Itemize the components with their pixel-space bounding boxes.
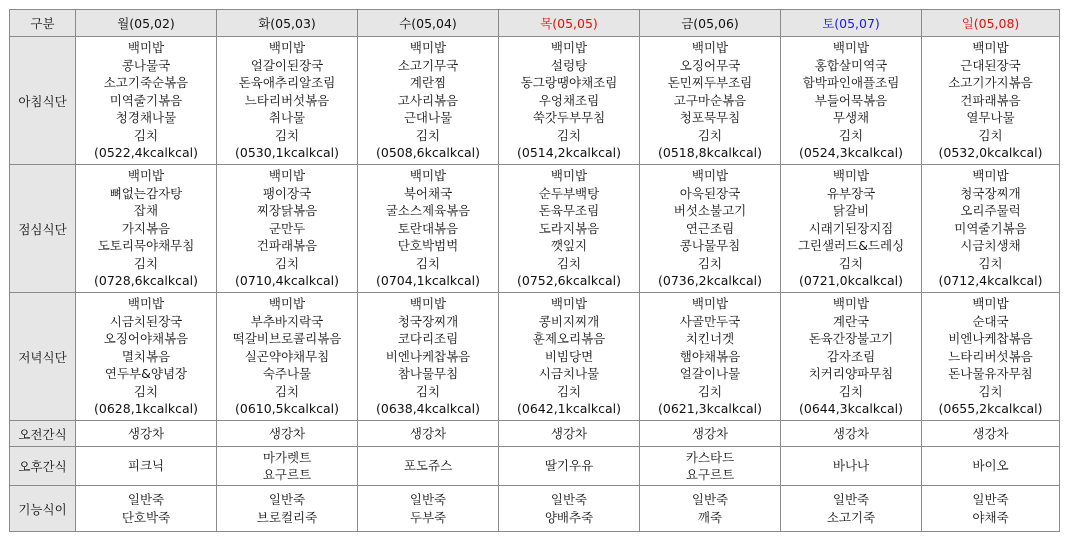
menu-item: 비엔나케찹볶음 (948, 331, 1033, 347)
menu-item: 순대국 (972, 313, 1009, 329)
menu-item: 햄야채볶음 (679, 348, 741, 364)
menu-item: 돈나물유자무침 (948, 366, 1033, 382)
menu-item: 김치 (697, 127, 723, 143)
meal-label: 저녁식단 (10, 293, 76, 421)
menu-item: 일반죽 (127, 492, 165, 507)
menu-item: 브로컬리죽 (256, 509, 318, 525)
menu-cell (781, 421, 922, 447)
menu-item: 백미밥 (268, 296, 306, 312)
menu-item: 시금치나물 (538, 366, 600, 382)
menu-item: 백미밥 (691, 296, 729, 312)
menu-item: 그린샐러드&드레싱 (797, 238, 905, 254)
menu-item: 고사리볶음 (397, 92, 459, 108)
menu-cell (358, 293, 499, 421)
menu-item: 동그랑땡야채조림 (520, 75, 618, 91)
menu-item: 소고기죽순볶음 (103, 75, 189, 91)
menu-item: 가지볶음 (121, 220, 171, 236)
menu-cell (76, 447, 217, 486)
menu-item: 취나물 (268, 110, 306, 126)
menu-item: 시금치된장국 (109, 313, 183, 329)
menu-item: 요구르트 (262, 467, 312, 482)
menu-cell (76, 293, 217, 421)
day-header: 금(05,06) (640, 10, 781, 37)
menu-item: 요구르트 (685, 467, 735, 482)
menu-item: 생강차 (832, 425, 870, 441)
menu-item: 김치 (697, 255, 723, 271)
menu-item: (0736,2kcalkcal) (658, 273, 762, 289)
menu-item: (0638,4kcalkcal) (376, 401, 480, 417)
menu-item: (0524,3kcalkcal) (799, 145, 903, 161)
menu-item: 생강차 (550, 425, 588, 441)
menu-item: (0644,3kcalkcal) (799, 401, 903, 417)
menu-item: 오리주물럭 (960, 203, 1021, 219)
menu-item: (0655,2kcalkcal) (938, 401, 1043, 417)
menu-item: 백미밥 (832, 296, 870, 312)
menu-item: 돈민찌두부조림 (667, 75, 753, 91)
menu-cell (781, 165, 922, 293)
menu-item: 무생채 (832, 110, 870, 126)
menu-item: 군만두 (268, 220, 306, 236)
breakfast-row (10, 37, 1060, 165)
menu-cell (640, 165, 781, 293)
weekly-menu-table (9, 9, 1060, 532)
day-header: 화(05,03) (217, 10, 358, 37)
meal-label: 점심식단 (10, 165, 76, 293)
menu-item: 청경채나물 (115, 110, 177, 126)
menu-cell (499, 293, 640, 421)
menu-item: 김치 (274, 255, 300, 271)
menu-item: 함박파인애플조림 (802, 75, 900, 91)
menu-item: 유부장국 (826, 185, 876, 201)
menu-item: (0628,1kcalkcal) (94, 401, 198, 417)
menu-item: 아욱된장국 (679, 185, 741, 201)
menu-item: 돈육간장불고기 (808, 331, 894, 347)
menu-item: 백미밥 (127, 168, 165, 184)
menu-item: 깻잎지 (550, 238, 588, 254)
menu-cell (217, 37, 358, 165)
menu-cell (76, 486, 217, 532)
menu-item: 도토리묵야채무침 (97, 238, 195, 254)
menu-item: 백미밥 (409, 168, 447, 184)
menu-item: 근대나물 (403, 110, 453, 126)
menu-item: 김치 (556, 127, 582, 143)
menu-cell (922, 165, 1060, 293)
menu-item: 미역줄기볶음 (954, 220, 1027, 236)
menu-item: 김치 (274, 127, 300, 143)
menu-cell (922, 421, 1060, 447)
menu-item: 콩나물무침 (679, 238, 741, 254)
menu-cell (781, 447, 922, 486)
meal-label: 아침식단 (10, 37, 76, 165)
menu-cell (922, 37, 1060, 165)
menu-item: 일반죽 (832, 492, 870, 507)
menu-item: 백미밥 (550, 168, 588, 184)
menu-item: (0710,4kcalkcal) (235, 273, 339, 289)
menu-cell (781, 486, 922, 532)
menu-item: 딸기우유 (544, 458, 594, 474)
menu-item: 백미밥 (832, 168, 870, 184)
menu-cell (217, 447, 358, 486)
menu-cell (922, 293, 1060, 421)
menu-cell (76, 421, 217, 447)
menu-item: 김치 (133, 127, 159, 143)
menu-item: 소고기무국 (397, 57, 459, 73)
menu-item: (0752,6kcalkcal) (517, 273, 621, 289)
menu-item: 바이오 (972, 458, 1009, 474)
menu-item: 김치 (697, 383, 723, 399)
menu-item: 굴소스제육볶음 (385, 203, 471, 219)
menu-cell (358, 37, 499, 165)
menu-cell (217, 486, 358, 532)
menu-item: 백미밥 (268, 40, 306, 56)
menu-item: 일반죽 (409, 492, 447, 507)
menu-item: 백미밥 (972, 40, 1009, 56)
menu-item: 생강차 (268, 425, 306, 441)
menu-item: 얼갈이된장국 (250, 57, 324, 73)
menu-item: 백미밥 (832, 40, 870, 56)
menu-cell (499, 37, 640, 165)
menu-cell (640, 293, 781, 421)
menu-item: 김치 (838, 127, 864, 143)
menu-item: 생강차 (691, 425, 729, 441)
menu-item: 토란대볶음 (397, 220, 459, 236)
menu-item: 계란국 (832, 313, 870, 329)
menu-item: 양배추죽 (544, 509, 594, 525)
menu-item: 야채죽 (972, 509, 1009, 525)
menu-cell (640, 447, 781, 486)
menu-item: 쑥갓두부무침 (532, 110, 606, 126)
meal-label: 오후간식 (10, 447, 76, 486)
menu-item: 단호박죽 (121, 509, 171, 525)
menu-item: 백미밥 (550, 296, 588, 312)
menu-cell (922, 447, 1060, 486)
menu-item: 훈제오리볶음 (532, 331, 606, 347)
menu-item: 버섯소불고기 (673, 203, 747, 219)
menu-item: 생강차 (972, 425, 1009, 441)
menu-item: 계란찜 (409, 75, 447, 91)
menu-item: (0518,8kcalkcal) (658, 145, 762, 161)
menu-item: 청국장찌개 (397, 313, 459, 329)
menu-item: 두부죽 (409, 509, 447, 525)
menu-item: 느타리버섯볶음 (948, 348, 1033, 364)
day-header: 일(05,08) (922, 10, 1060, 37)
menu-item: 소고기죽 (826, 509, 876, 525)
menu-item: (0704,1kcalkcal) (376, 273, 480, 289)
menu-item: 비빔당면 (544, 348, 594, 364)
menu-cell (76, 37, 217, 165)
lunch-row (10, 165, 1060, 293)
menu-item: 마가렛트 (262, 449, 312, 465)
menu-item: 단호박범벅 (397, 238, 459, 254)
menu-item: 백미밥 (409, 296, 447, 312)
menu-item: 코다리조림 (397, 331, 459, 347)
menu-item: 김치 (133, 255, 159, 271)
dinner-row (10, 293, 1060, 421)
am-snack-row (10, 421, 1060, 447)
menu-item: 비엔나케찹볶음 (385, 348, 471, 364)
menu-item: 우엉채조림 (538, 92, 600, 108)
menu-item: 뼈없는감자탕 (109, 185, 183, 201)
menu-cell (358, 486, 499, 532)
menu-item: 설렁탕 (550, 57, 588, 73)
menu-item: 일반죽 (972, 492, 1009, 507)
menu-item: 얼갈이나물 (679, 366, 741, 382)
day-header: 월(05,02) (76, 10, 217, 37)
menu-item: 김치 (978, 255, 1003, 271)
day-header: 목(05,05) (499, 10, 640, 37)
menu-item: (0642,1kcalkcal) (517, 401, 621, 417)
menu-item: 백미밥 (127, 40, 165, 56)
menu-item: 홍합살미역국 (814, 57, 888, 73)
menu-item: 사골만두국 (679, 313, 741, 329)
menu-item: (0621,3kcalkcal) (658, 401, 762, 417)
menu-item: 김치 (415, 127, 441, 143)
menu-item: 김치 (838, 383, 864, 399)
menu-item: 김치 (838, 255, 864, 271)
menu-item: 연근조림 (685, 220, 735, 236)
menu-item: 찌장닭볶음 (256, 203, 318, 219)
menu-item: 청포묵무침 (679, 110, 741, 126)
menu-item: 김치 (415, 255, 441, 271)
menu-item: 멸치볶음 (121, 348, 171, 364)
menu-item: 백미밥 (409, 40, 447, 56)
menu-item: 팽이장국 (262, 185, 312, 201)
menu-item: 오징어무국 (679, 57, 741, 73)
menu-item: (0508,6kcalkcal) (376, 145, 480, 161)
menu-item: (0532,0kcalkcal) (938, 145, 1043, 161)
menu-item: 시래기된장지짐 (808, 220, 894, 236)
menu-item: 도라지볶음 (538, 220, 600, 236)
menu-item: 떡갈비브로콜리볶음 (232, 331, 342, 347)
menu-item: 순두부백탕 (538, 185, 600, 201)
menu-cell (922, 486, 1060, 532)
menu-item: 열무나물 (966, 110, 1015, 126)
menu-item: 연두부&양념장 (104, 366, 188, 382)
menu-item: 참나물무침 (397, 366, 459, 382)
menu-cell (358, 447, 499, 486)
menu-item: 근대된장국 (960, 57, 1021, 73)
meal-label: 기능식이 (10, 486, 76, 532)
menu-cell (217, 421, 358, 447)
menu-item: 카스타드 (685, 449, 735, 465)
menu-item: 바나나 (832, 458, 870, 474)
menu-item: 닭갈비 (832, 203, 870, 219)
menu-item: 부들어묵볶음 (814, 92, 888, 108)
menu-item: 시금치생채 (960, 238, 1021, 254)
menu-item: 백미밥 (550, 40, 588, 56)
menu-cell (640, 486, 781, 532)
menu-item: 숙주나물 (262, 366, 312, 382)
menu-item: 일반죽 (691, 492, 729, 507)
menu-item: 청국장찌개 (960, 185, 1021, 201)
menu-item: 생강차 (127, 425, 165, 441)
menu-cell (217, 165, 358, 293)
menu-item: 김치 (556, 255, 582, 271)
header-row (10, 10, 1060, 37)
menu-item: 백미밥 (972, 296, 1009, 312)
meal-label: 오전간식 (10, 421, 76, 447)
menu-cell (499, 486, 640, 532)
day-header: 수(05,04) (358, 10, 499, 37)
menu-cell (640, 421, 781, 447)
menu-item: (0728,6kcalkcal) (94, 273, 198, 289)
menu-item: 깨죽 (697, 509, 723, 525)
menu-item: 북어채국 (403, 185, 453, 201)
menu-item: 백미밥 (691, 168, 729, 184)
menu-item: (0530,1kcalkcal) (235, 145, 339, 161)
menu-cell (358, 421, 499, 447)
menu-item: 생강차 (409, 425, 447, 441)
menu-item: 건파래볶음 (256, 238, 318, 254)
menu-cell (499, 421, 640, 447)
menu-item: 치커리양파무침 (808, 366, 894, 382)
menu-item: 고구마순볶음 (673, 92, 747, 108)
menu-item: 김치 (978, 127, 1003, 143)
menu-item: 느타리버섯볶음 (244, 92, 330, 108)
menu-item: (0712,4kcalkcal) (938, 273, 1043, 289)
menu-item: 김치 (133, 383, 159, 399)
menu-item: 부추바지락국 (250, 313, 324, 329)
menu-item: 일반죽 (550, 492, 588, 507)
menu-item: 백미밥 (972, 168, 1009, 184)
menu-item: 미역줄기볶음 (109, 92, 183, 108)
menu-item: 건파래볶음 (960, 92, 1021, 108)
menu-item: 김치 (556, 383, 582, 399)
menu-cell (217, 293, 358, 421)
menu-item: 포도쥬스 (403, 458, 453, 474)
menu-item: 감자조림 (826, 348, 876, 364)
menu-item: 피크닉 (127, 458, 165, 474)
menu-cell (76, 165, 217, 293)
menu-item: 김치 (415, 383, 441, 399)
menu-item: 백미밥 (127, 296, 165, 312)
corner-header: 구분 (10, 10, 76, 37)
functional-row (10, 486, 1060, 532)
menu-item: 김치 (274, 383, 300, 399)
menu-item: 치킨너겟 (685, 331, 735, 347)
menu-item: (0514,2kcalkcal) (517, 145, 621, 161)
menu-item: 돈육무조림 (538, 203, 600, 219)
menu-cell (358, 165, 499, 293)
menu-item: 백미밥 (268, 168, 306, 184)
menu-item: 돈육애추리알조림 (238, 75, 336, 91)
menu-item: 실곤약야채무침 (244, 348, 330, 364)
menu-item: 김치 (978, 383, 1003, 399)
menu-item: (0522,4kcalkcal) (94, 145, 198, 161)
day-header: 토(05,07) (781, 10, 922, 37)
menu-item: 일반죽 (268, 492, 306, 507)
menu-cell (640, 37, 781, 165)
menu-item: 소고기가지볶음 (948, 75, 1033, 91)
menu-item: 콩비지찌개 (538, 313, 600, 329)
menu-cell (781, 37, 922, 165)
menu-item: (0721,0kcalkcal) (799, 273, 903, 289)
menu-cell (781, 293, 922, 421)
pm-snack-row (10, 447, 1060, 486)
menu-item: 잡채 (133, 203, 159, 219)
menu-item: 백미밥 (691, 40, 729, 56)
menu-cell (499, 447, 640, 486)
menu-cell (499, 165, 640, 293)
menu-item: 오징어야채볶음 (103, 331, 189, 347)
menu-item: (0610,5kcalkcal) (235, 401, 339, 417)
menu-item: 콩나물국 (121, 57, 171, 73)
